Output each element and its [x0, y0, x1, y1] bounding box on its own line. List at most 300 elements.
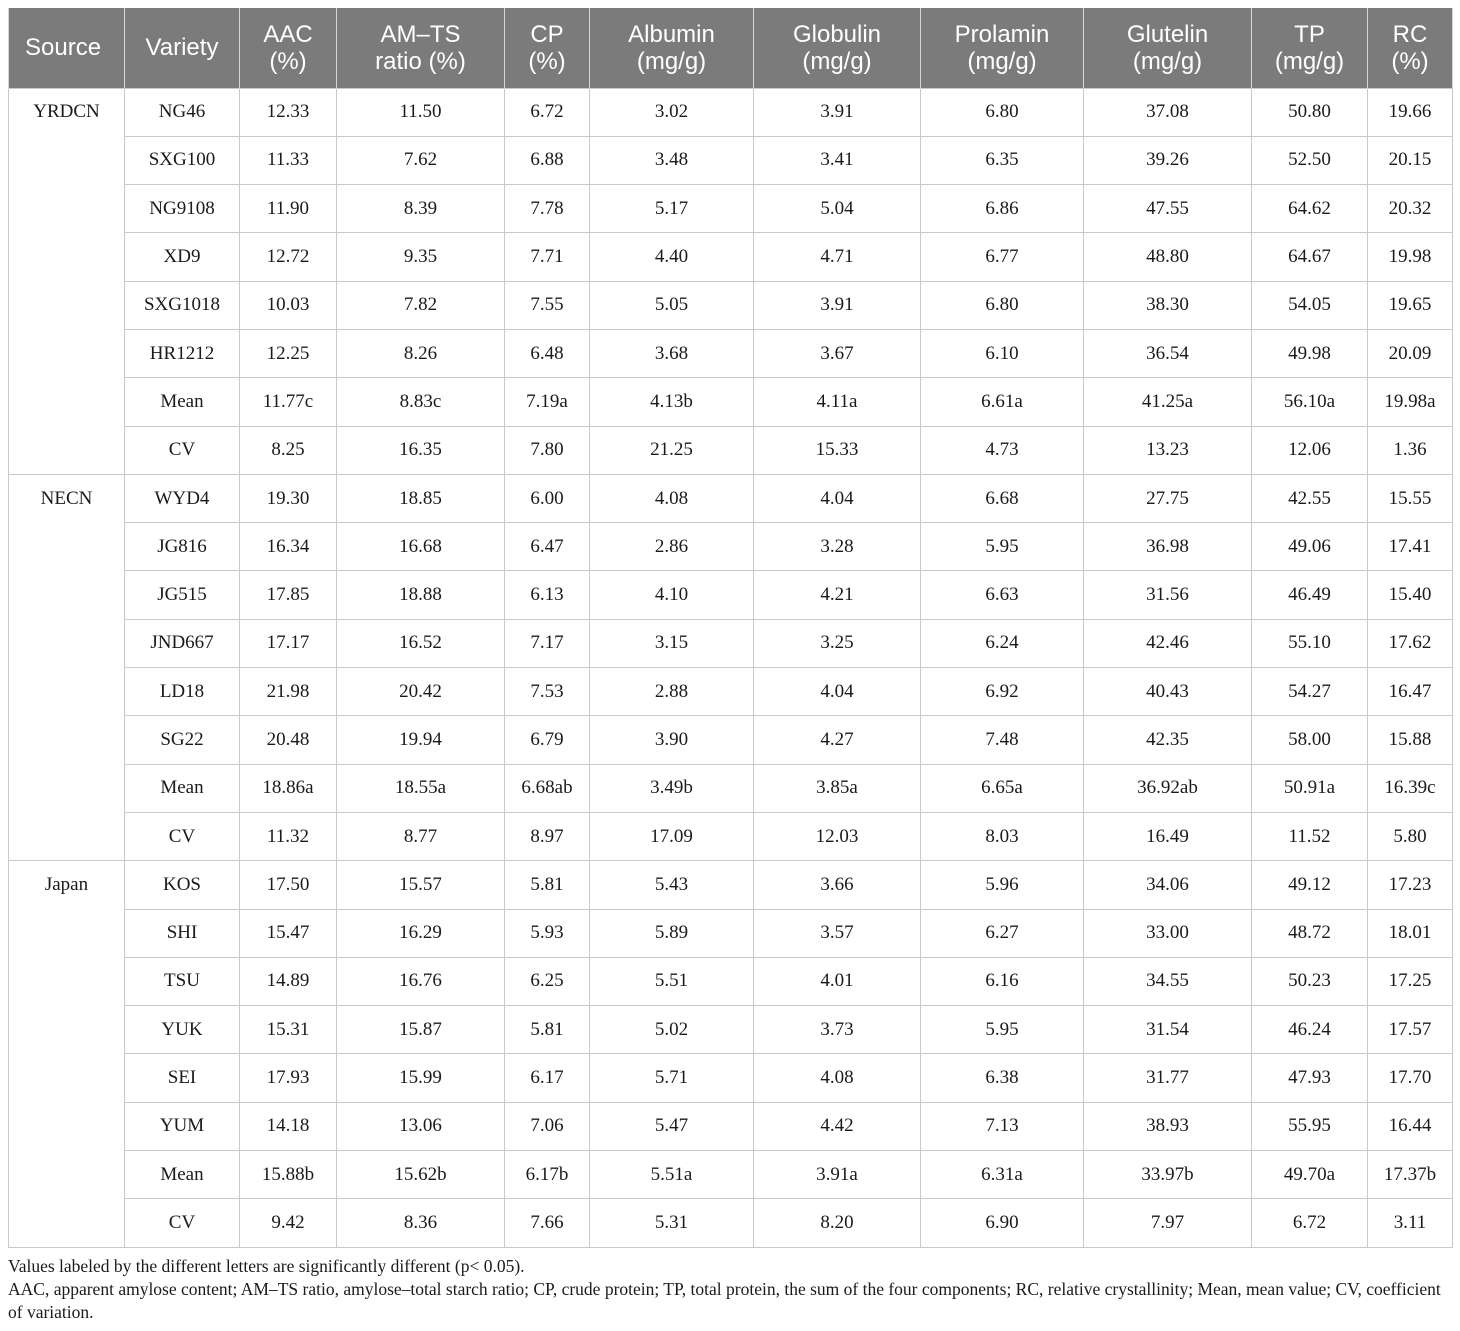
source-cell [9, 281, 125, 329]
value-cell: 6.13 [505, 571, 590, 619]
value-cell: 1.36 [1368, 426, 1453, 474]
value-cell: 16.44 [1368, 1102, 1453, 1150]
value-cell: 16.47 [1368, 668, 1453, 716]
value-cell: 18.55a [337, 764, 505, 812]
value-cell: 5.04 [754, 185, 921, 233]
value-cell: 4.04 [754, 474, 921, 522]
variety-cell: KOS [125, 861, 240, 909]
value-cell: 17.25 [1368, 957, 1453, 1005]
significance-note: Values labeled by the different letters are significantly different (p< 0.05). [8, 1256, 525, 1276]
value-cell: 7.62 [337, 136, 505, 184]
value-cell: 15.88b [240, 1151, 337, 1199]
source-cell: NECN [9, 474, 125, 522]
value-cell: 15.87 [337, 1006, 505, 1054]
value-cell: 3.91a [754, 1151, 921, 1199]
table-row [9, 764, 1453, 812]
value-cell: 37.08 [1084, 88, 1252, 136]
source-cell [9, 426, 125, 474]
value-cell: 17.09 [590, 812, 754, 860]
value-cell: 15.55 [1368, 474, 1453, 522]
variety-cell: Mean [125, 378, 240, 426]
value-cell: 21.25 [590, 426, 754, 474]
value-cell: 8.39 [337, 185, 505, 233]
value-cell: 15.99 [337, 1054, 505, 1102]
value-cell: 49.12 [1252, 861, 1368, 909]
value-cell: 8.77 [337, 812, 505, 860]
value-cell: 42.55 [1252, 474, 1368, 522]
value-cell: 55.10 [1252, 619, 1368, 667]
value-cell: 5.47 [590, 1102, 754, 1150]
value-cell: 58.00 [1252, 716, 1368, 764]
table-row [9, 474, 1453, 522]
value-cell: 50.80 [1252, 88, 1368, 136]
value-cell: 6.10 [921, 329, 1084, 377]
abbreviations-note: AAC, apparent amylose content; AM–TS ratio, amylose–total starch ratio; CP, crude protein; TP, total protein, the sum of the four components; RC, relative crystallinity; Mean, mean value; CV, coefficient of variation. [8, 1279, 1441, 1322]
value-cell: 4.27 [754, 716, 921, 764]
value-cell: 5.02 [590, 1006, 754, 1054]
value-cell: 6.65a [921, 764, 1084, 812]
value-cell: 50.23 [1252, 957, 1368, 1005]
value-cell: 42.35 [1084, 716, 1252, 764]
value-cell: 3.91 [754, 281, 921, 329]
value-cell: 5.81 [505, 1006, 590, 1054]
value-cell: 11.32 [240, 812, 337, 860]
column-header [1368, 8, 1453, 88]
value-cell: 3.91 [754, 88, 921, 136]
value-cell: 17.23 [1368, 861, 1453, 909]
value-cell: 5.95 [921, 523, 1084, 571]
column-header-label: RC [1392, 20, 1428, 48]
value-cell: 6.24 [921, 619, 1084, 667]
value-cell: 11.33 [240, 136, 337, 184]
value-cell: 6.86 [921, 185, 1084, 233]
value-cell: 41.25a [1084, 378, 1252, 426]
table-row [9, 1006, 1453, 1054]
value-cell: 13.06 [337, 1102, 505, 1150]
value-cell: 3.66 [754, 861, 921, 909]
table-body [9, 88, 1453, 1247]
value-cell: 17.57 [1368, 1006, 1453, 1054]
value-cell: 34.55 [1084, 957, 1252, 1005]
value-cell: 7.55 [505, 281, 590, 329]
value-cell: 36.98 [1084, 523, 1252, 571]
value-cell: 5.43 [590, 861, 754, 909]
value-cell: 6.00 [505, 474, 590, 522]
source-cell [9, 1151, 125, 1199]
column-header [1252, 8, 1368, 88]
column-header [240, 8, 337, 88]
column-header-label: ratio (%) [375, 47, 466, 75]
column-header-label: (%) [269, 47, 307, 75]
value-cell: 7.82 [337, 281, 505, 329]
value-cell: 6.35 [921, 136, 1084, 184]
variety-cell: SHI [125, 909, 240, 957]
value-cell: 8.25 [240, 426, 337, 474]
value-cell: 16.29 [337, 909, 505, 957]
table-row [9, 716, 1453, 764]
source-cell [9, 619, 125, 667]
value-cell: 16.76 [337, 957, 505, 1005]
value-cell: 5.93 [505, 909, 590, 957]
value-cell: 19.66 [1368, 88, 1453, 136]
value-cell: 47.55 [1084, 185, 1252, 233]
value-cell: 46.49 [1252, 571, 1368, 619]
table-row [9, 88, 1453, 136]
value-cell: 4.40 [590, 233, 754, 281]
source-cell [9, 185, 125, 233]
header-row [9, 8, 1453, 88]
source-cell [9, 1199, 125, 1247]
value-cell: 6.63 [921, 571, 1084, 619]
value-cell: 8.97 [505, 812, 590, 860]
variety-cell: Mean [125, 1151, 240, 1199]
column-header-label: Albumin [628, 20, 715, 48]
value-cell: 6.68ab [505, 764, 590, 812]
value-cell: 6.48 [505, 329, 590, 377]
value-cell: 7.71 [505, 233, 590, 281]
value-cell: 6.77 [921, 233, 1084, 281]
value-cell: 6.31a [921, 1151, 1084, 1199]
source-cell: YRDCN [9, 88, 125, 136]
value-cell: 8.03 [921, 812, 1084, 860]
value-cell: 17.17 [240, 619, 337, 667]
value-cell: 36.92ab [1084, 764, 1252, 812]
value-cell: 4.08 [590, 474, 754, 522]
table-row [9, 378, 1453, 426]
source-cell [9, 1006, 125, 1054]
value-cell: 4.11a [754, 378, 921, 426]
value-cell: 38.30 [1084, 281, 1252, 329]
value-cell: 20.09 [1368, 329, 1453, 377]
value-cell: 5.51 [590, 957, 754, 1005]
value-cell: 3.49b [590, 764, 754, 812]
source-cell [9, 523, 125, 571]
value-cell: 16.68 [337, 523, 505, 571]
value-cell: 6.88 [505, 136, 590, 184]
value-cell: 4.13b [590, 378, 754, 426]
table-row [9, 571, 1453, 619]
value-cell: 15.31 [240, 1006, 337, 1054]
value-cell: 5.89 [590, 909, 754, 957]
value-cell: 7.80 [505, 426, 590, 474]
value-cell: 3.57 [754, 909, 921, 957]
value-cell: 15.40 [1368, 571, 1453, 619]
column-header-label: Variety [145, 34, 219, 62]
value-cell: 15.88 [1368, 716, 1453, 764]
value-cell: 8.83c [337, 378, 505, 426]
value-cell: 55.95 [1252, 1102, 1368, 1150]
value-cell: 17.93 [240, 1054, 337, 1102]
column-header-label: Prolamin [954, 20, 1050, 48]
value-cell: 42.46 [1084, 619, 1252, 667]
variety-cell: TSU [125, 957, 240, 1005]
value-cell: 18.01 [1368, 909, 1453, 957]
column-header-label: CP [530, 20, 564, 48]
value-cell: 5.31 [590, 1199, 754, 1247]
value-cell: 12.72 [240, 233, 337, 281]
value-cell: 50.91a [1252, 764, 1368, 812]
value-cell: 7.06 [505, 1102, 590, 1150]
variety-cell: YUK [125, 1006, 240, 1054]
value-cell: 6.27 [921, 909, 1084, 957]
column-header [754, 8, 921, 88]
table-row [9, 281, 1453, 329]
value-cell: 6.17b [505, 1151, 590, 1199]
value-cell: 6.79 [505, 716, 590, 764]
value-cell: 3.15 [590, 619, 754, 667]
value-cell: 46.24 [1252, 1006, 1368, 1054]
value-cell: 2.86 [590, 523, 754, 571]
table-notes [8, 1255, 1452, 1324]
column-header-label: (mg/g) [636, 47, 707, 75]
value-cell: 5.17 [590, 185, 754, 233]
table-row [9, 668, 1453, 716]
value-cell: 8.20 [754, 1199, 921, 1247]
value-cell: 7.97 [1084, 1199, 1252, 1247]
value-cell: 3.11 [1368, 1199, 1453, 1247]
variety-cell: LD18 [125, 668, 240, 716]
column-header-label: Globulin [792, 20, 882, 48]
value-cell: 49.70a [1252, 1151, 1368, 1199]
source-cell [9, 329, 125, 377]
value-cell: 11.50 [337, 88, 505, 136]
value-cell: 17.41 [1368, 523, 1453, 571]
value-cell: 33.00 [1084, 909, 1252, 957]
value-cell: 19.94 [337, 716, 505, 764]
table-row [9, 329, 1453, 377]
value-cell: 6.92 [921, 668, 1084, 716]
variety-cell: SXG1018 [125, 281, 240, 329]
column-header-label: Glutelin [1126, 20, 1209, 48]
value-cell: 49.06 [1252, 523, 1368, 571]
table-row [9, 523, 1453, 571]
value-cell: 3.67 [754, 329, 921, 377]
column-header [125, 8, 240, 88]
value-cell: 13.23 [1084, 426, 1252, 474]
value-cell: 17.50 [240, 861, 337, 909]
value-cell: 16.49 [1084, 812, 1252, 860]
source-cell [9, 909, 125, 957]
variety-cell: XD9 [125, 233, 240, 281]
table-row [9, 233, 1453, 281]
value-cell: 4.10 [590, 571, 754, 619]
value-cell: 7.66 [505, 1199, 590, 1247]
value-cell: 6.68 [921, 474, 1084, 522]
value-cell: 3.41 [754, 136, 921, 184]
value-cell: 12.25 [240, 329, 337, 377]
value-cell: 47.93 [1252, 1054, 1368, 1102]
value-cell: 27.75 [1084, 474, 1252, 522]
value-cell: 5.81 [505, 861, 590, 909]
source-cell [9, 571, 125, 619]
value-cell: 4.01 [754, 957, 921, 1005]
table-row [9, 812, 1453, 860]
value-cell: 10.03 [240, 281, 337, 329]
value-cell: 48.72 [1252, 909, 1368, 957]
value-cell: 14.18 [240, 1102, 337, 1150]
value-cell: 19.98a [1368, 378, 1453, 426]
column-header [590, 8, 754, 88]
column-header-label: (%) [1391, 47, 1429, 75]
value-cell: 31.56 [1084, 571, 1252, 619]
column-header-label: (mg/g) [802, 47, 872, 75]
source-cell [9, 716, 125, 764]
value-cell: 8.36 [337, 1199, 505, 1247]
value-cell: 5.96 [921, 861, 1084, 909]
table-row [9, 426, 1453, 474]
value-cell: 3.48 [590, 136, 754, 184]
value-cell: 6.61a [921, 378, 1084, 426]
value-cell: 17.70 [1368, 1054, 1453, 1102]
value-cell: 5.71 [590, 1054, 754, 1102]
value-cell: 31.77 [1084, 1054, 1252, 1102]
column-header [337, 8, 505, 88]
value-cell: 56.10a [1252, 378, 1368, 426]
column-header-label: (mg/g) [1132, 47, 1203, 75]
value-cell: 6.80 [921, 281, 1084, 329]
variety-cell: CV [125, 426, 240, 474]
column-header [505, 8, 590, 88]
table-header [9, 8, 1453, 88]
value-cell: 3.02 [590, 88, 754, 136]
value-cell: 7.78 [505, 185, 590, 233]
value-cell: 6.17 [505, 1054, 590, 1102]
value-cell: 12.06 [1252, 426, 1368, 474]
value-cell: 11.90 [240, 185, 337, 233]
value-cell: 64.67 [1252, 233, 1368, 281]
column-header-label: (mg/g) [1274, 47, 1345, 75]
value-cell: 48.80 [1084, 233, 1252, 281]
value-cell: 15.33 [754, 426, 921, 474]
variety-cell: CV [125, 1199, 240, 1247]
value-cell: 31.54 [1084, 1006, 1252, 1054]
value-cell: 14.89 [240, 957, 337, 1005]
data-table [8, 8, 1453, 1248]
variety-cell: SXG100 [125, 136, 240, 184]
value-cell: 19.30 [240, 474, 337, 522]
value-cell: 4.71 [754, 233, 921, 281]
value-cell: 4.42 [754, 1102, 921, 1150]
table-row [9, 136, 1453, 184]
variety-cell: NG46 [125, 88, 240, 136]
source-cell [9, 668, 125, 716]
value-cell: 54.05 [1252, 281, 1368, 329]
value-cell: 20.32 [1368, 185, 1453, 233]
table-row [9, 909, 1453, 957]
value-cell: 5.05 [590, 281, 754, 329]
value-cell: 6.38 [921, 1054, 1084, 1102]
value-cell: 6.16 [921, 957, 1084, 1005]
value-cell: 3.90 [590, 716, 754, 764]
value-cell: 18.86a [240, 764, 337, 812]
variety-cell: SEI [125, 1054, 240, 1102]
source-cell [9, 764, 125, 812]
value-cell: 6.80 [921, 88, 1084, 136]
column-header-label: TP [1294, 20, 1325, 48]
value-cell: 11.77c [240, 378, 337, 426]
value-cell: 39.26 [1084, 136, 1252, 184]
variety-cell: HR1212 [125, 329, 240, 377]
source-cell [9, 136, 125, 184]
value-cell: 8.26 [337, 329, 505, 377]
column-header-label: (%) [528, 47, 566, 75]
variety-cell: WYD4 [125, 474, 240, 522]
value-cell: 5.51a [590, 1151, 754, 1199]
value-cell: 64.62 [1252, 185, 1368, 233]
variety-cell: YUM [125, 1102, 240, 1150]
column-header-label: (mg/g) [967, 47, 1037, 75]
value-cell: 16.34 [240, 523, 337, 571]
value-cell: 33.97b [1084, 1151, 1252, 1199]
variety-cell: SG22 [125, 716, 240, 764]
source-cell [9, 233, 125, 281]
column-header [1084, 8, 1252, 88]
variety-cell: JG816 [125, 523, 240, 571]
value-cell: 16.52 [337, 619, 505, 667]
value-cell: 11.52 [1252, 812, 1368, 860]
source-cell [9, 957, 125, 1005]
value-cell: 17.62 [1368, 619, 1453, 667]
table-row [9, 861, 1453, 909]
value-cell: 7.19a [505, 378, 590, 426]
variety-cell: Mean [125, 764, 240, 812]
value-cell: 54.27 [1252, 668, 1368, 716]
value-cell: 20.15 [1368, 136, 1453, 184]
value-cell: 7.53 [505, 668, 590, 716]
table-row [9, 185, 1453, 233]
table-row [9, 619, 1453, 667]
value-cell: 15.57 [337, 861, 505, 909]
source-cell [9, 1054, 125, 1102]
value-cell: 20.42 [337, 668, 505, 716]
table-row [9, 1102, 1453, 1150]
value-cell: 3.85a [754, 764, 921, 812]
variety-cell: NG9108 [125, 185, 240, 233]
source-cell [9, 1102, 125, 1150]
value-cell: 4.04 [754, 668, 921, 716]
value-cell: 21.98 [240, 668, 337, 716]
value-cell: 15.47 [240, 909, 337, 957]
value-cell: 9.35 [337, 233, 505, 281]
value-cell: 34.06 [1084, 861, 1252, 909]
value-cell: 17.37b [1368, 1151, 1453, 1199]
value-cell: 18.85 [337, 474, 505, 522]
value-cell: 6.25 [505, 957, 590, 1005]
value-cell: 18.88 [337, 571, 505, 619]
value-cell: 16.35 [337, 426, 505, 474]
source-cell [9, 378, 125, 426]
value-cell: 5.80 [1368, 812, 1453, 860]
table-row [9, 1199, 1453, 1247]
table-row [9, 1054, 1453, 1102]
source-cell [9, 812, 125, 860]
value-cell: 3.25 [754, 619, 921, 667]
value-cell: 12.33 [240, 88, 337, 136]
value-cell: 52.50 [1252, 136, 1368, 184]
value-cell: 16.39c [1368, 764, 1453, 812]
value-cell: 12.03 [754, 812, 921, 860]
table-row [9, 957, 1453, 1005]
value-cell: 3.73 [754, 1006, 921, 1054]
value-cell: 36.54 [1084, 329, 1252, 377]
value-cell: 40.43 [1084, 668, 1252, 716]
value-cell: 20.48 [240, 716, 337, 764]
value-cell: 17.85 [240, 571, 337, 619]
value-cell: 38.93 [1084, 1102, 1252, 1150]
value-cell: 7.13 [921, 1102, 1084, 1150]
value-cell: 9.42 [240, 1199, 337, 1247]
table-row [9, 1151, 1453, 1199]
